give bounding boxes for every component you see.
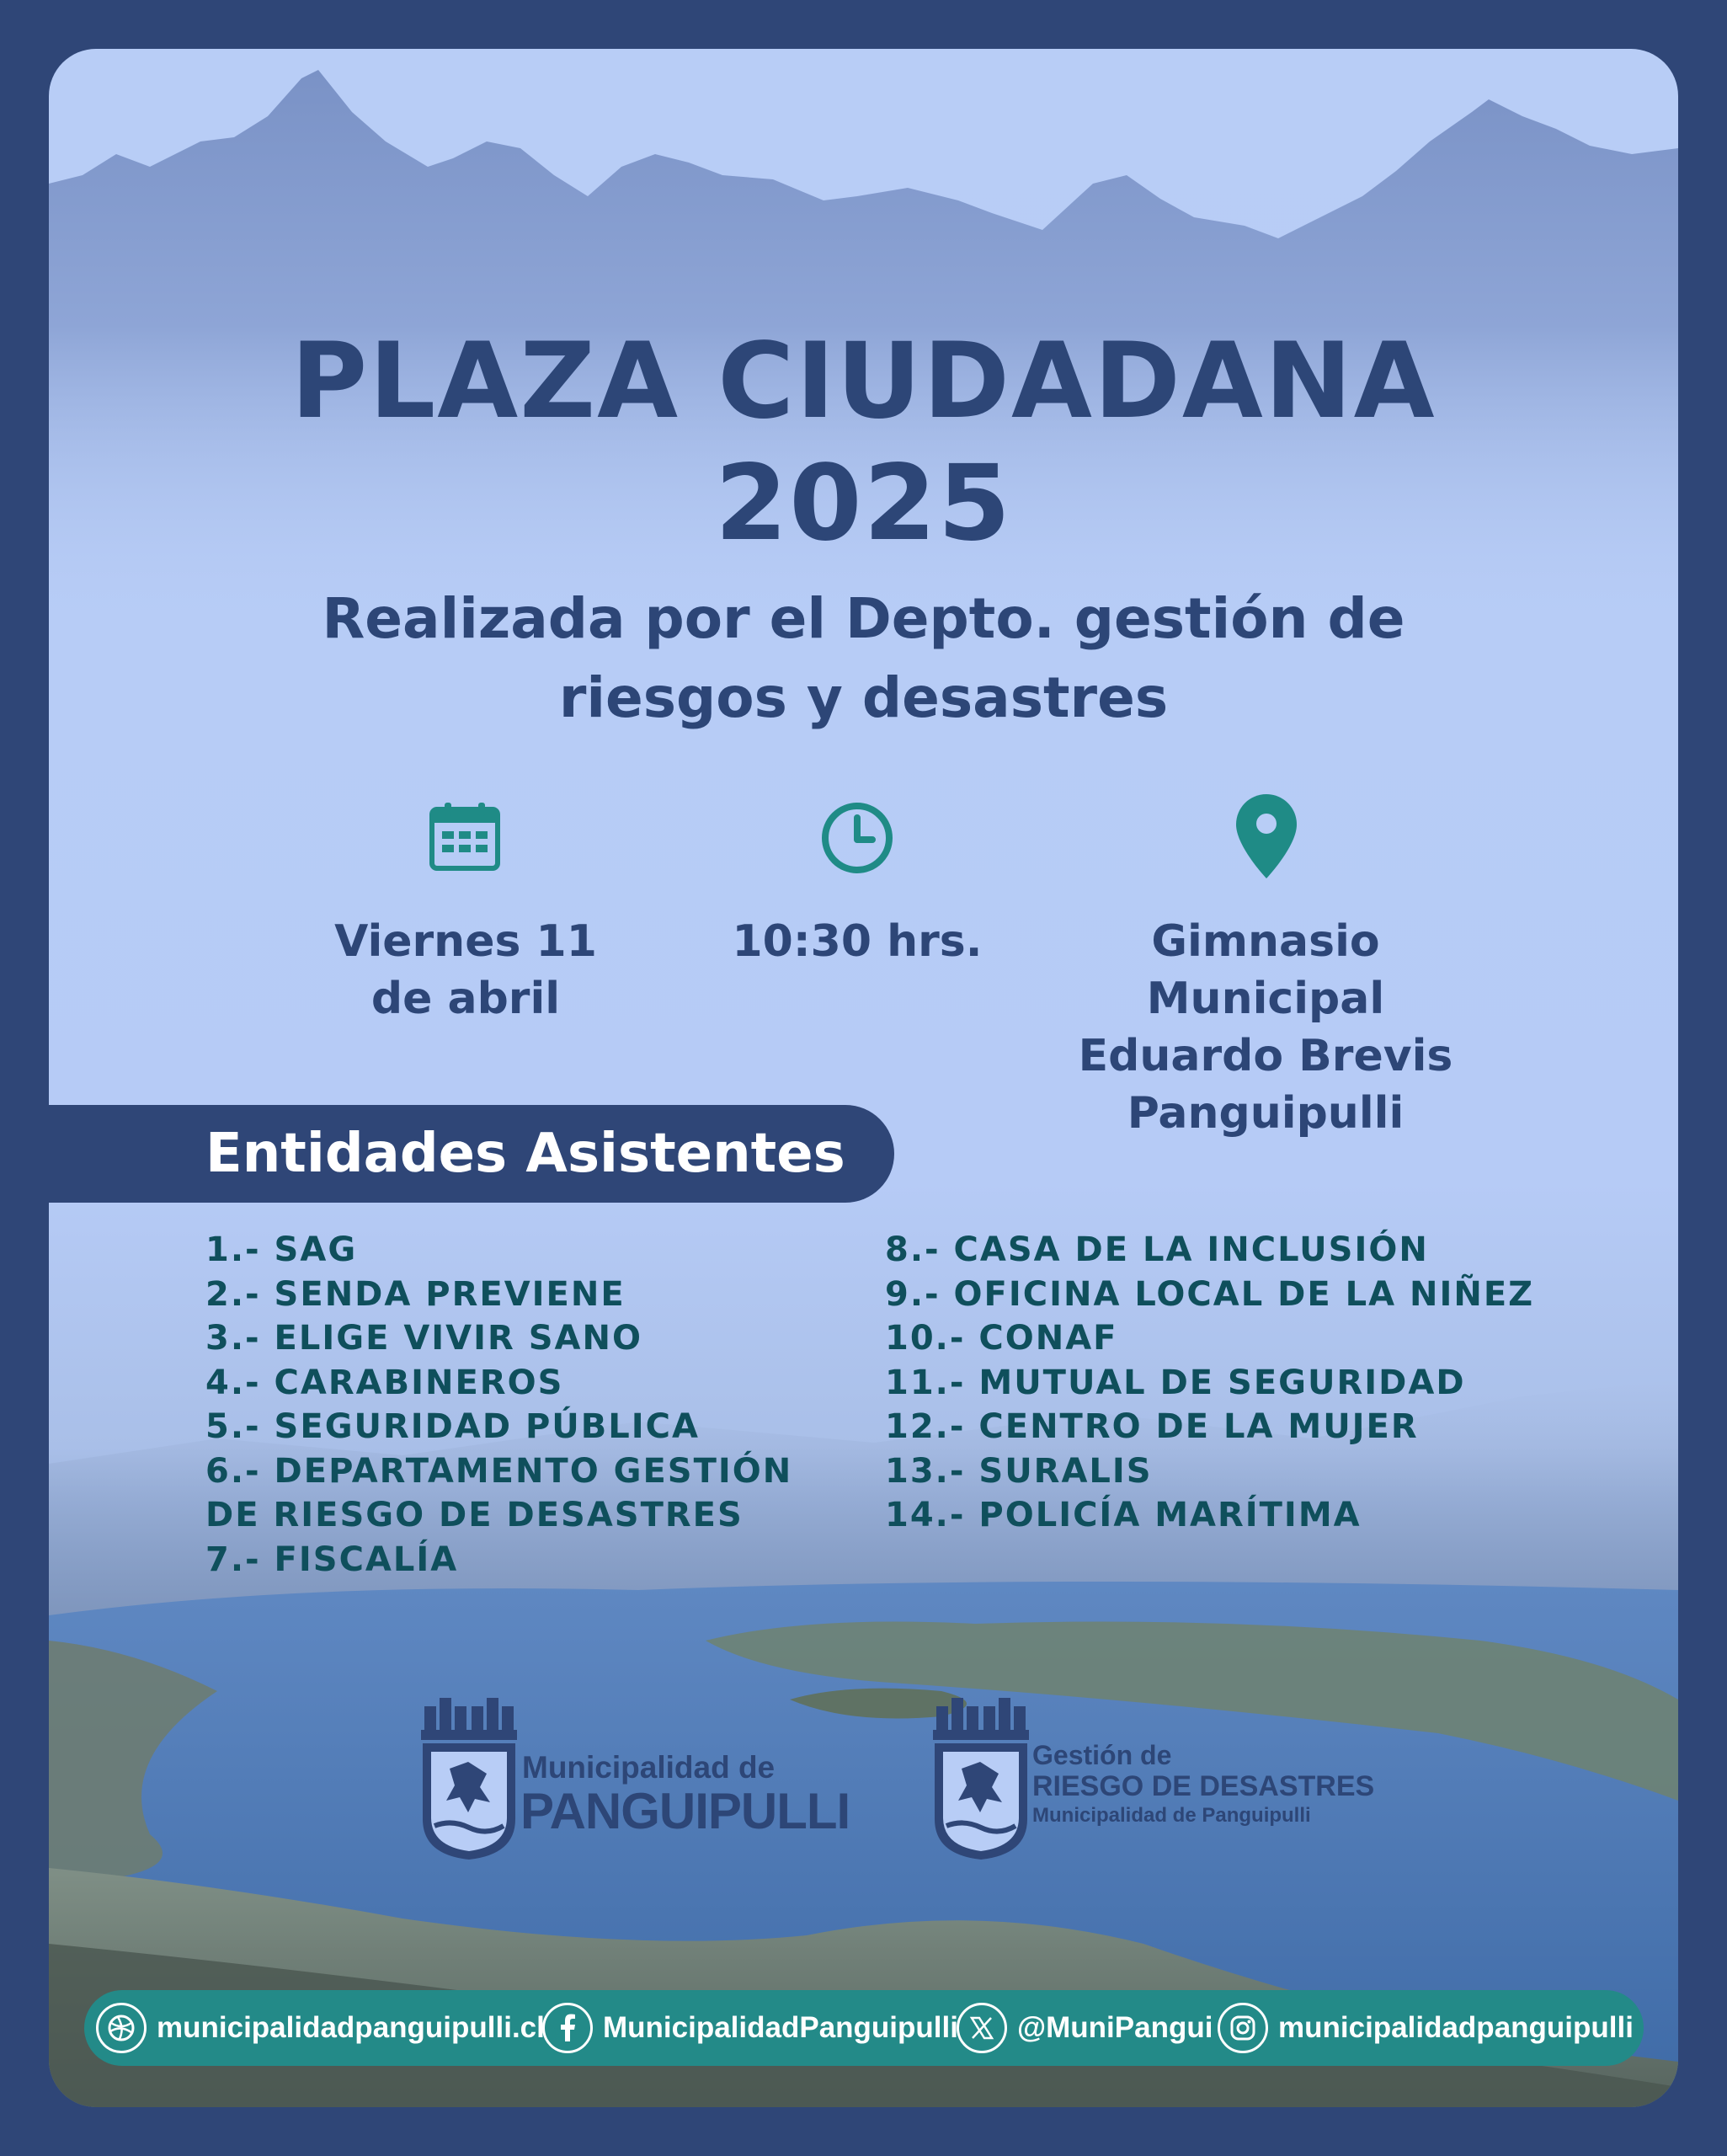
x-icon bbox=[957, 2003, 1007, 2053]
event-time: 10:30 hrs. bbox=[732, 916, 983, 967]
list-item: 13.- SURALIS bbox=[885, 1451, 1153, 1491]
subtitle bbox=[49, 579, 1678, 738]
subtitle-line-1: Realizada por el Depto. gestión de bbox=[322, 586, 1405, 651]
risk-management-crest-logo bbox=[931, 1693, 1031, 1861]
list-item: 6.- DEPARTAMENTO GESTIÓN bbox=[205, 1451, 793, 1491]
social-bar bbox=[84, 1990, 1644, 2066]
list-item: 7.- FISCALÍA bbox=[205, 1540, 459, 1579]
list-item: 11.- MUTUAL DE SEGURIDAD bbox=[885, 1363, 1466, 1402]
instagram-text: municipalidadpanguipulli bbox=[1278, 2011, 1634, 2044]
instagram-link[interactable] bbox=[1218, 1990, 1634, 2066]
clock-icon bbox=[820, 801, 894, 875]
facebook-icon bbox=[542, 2003, 593, 2053]
event-date: Viernes 11 de abril bbox=[334, 916, 597, 1024]
list-item: 10.- CONAF bbox=[885, 1319, 1118, 1358]
subtitle-line-2: riesgos y desastres bbox=[558, 665, 1169, 730]
event-place: Gimnasio Municipal Eduardo Brevis Panguipulli bbox=[1078, 916, 1453, 1139]
poster-card bbox=[49, 49, 1678, 2107]
x-link[interactable] bbox=[957, 1990, 1213, 2066]
list-item: 1.- SAG bbox=[205, 1230, 358, 1269]
list-item: 12.- CENTRO DE LA MUJER bbox=[885, 1407, 1419, 1446]
facebook-text: MunicipalidadPanguipulli bbox=[603, 2011, 958, 2044]
website-text: municipalidadpanguipulli.cl bbox=[157, 2011, 545, 2044]
entities-list-right bbox=[885, 1228, 1534, 1538]
list-item: 3.- ELIGE VIVIR SANO bbox=[205, 1319, 642, 1358]
website-link[interactable] bbox=[96, 1990, 545, 2066]
entities-banner bbox=[49, 1105, 894, 1203]
list-item: 8.- CASA DE LA INCLUSIÓN bbox=[885, 1230, 1429, 1269]
x-text: @MuniPangui bbox=[1017, 2011, 1213, 2044]
list-item: DE RIESGO DE DESASTRES bbox=[205, 1496, 744, 1534]
location-pin-icon bbox=[1234, 792, 1298, 880]
list-item: 4.- CARABINEROS bbox=[205, 1363, 564, 1402]
entities-list-left bbox=[205, 1228, 792, 1582]
list-item: 5.- SEGURIDAD PÚBLICA bbox=[205, 1407, 700, 1446]
page-title-year: 2025 bbox=[714, 443, 1013, 564]
municipal-logo-line-2: PANGUIPULLI bbox=[520, 1783, 850, 1839]
calendar-icon bbox=[429, 801, 500, 872]
list-item: 9.- OFICINA LOCAL DE LA NIÑEZ bbox=[885, 1274, 1535, 1314]
risk-logo-line-2: RIESGO DE DESASTRES bbox=[1032, 1770, 1375, 1802]
entities-heading: Entidades Asistentes bbox=[205, 1123, 845, 1185]
instagram-icon bbox=[1218, 2003, 1268, 2053]
risk-logo-line-1: Gestión de bbox=[1032, 1740, 1172, 1770]
list-item: 14.- POLICÍA MARÍTIMA bbox=[885, 1496, 1362, 1534]
list-item: 2.- SENDA PREVIENE bbox=[205, 1274, 626, 1314]
municipal-logo-line-1: Municipalidad de bbox=[522, 1750, 776, 1785]
page-title-line-1: PLAZA CIUDADANA bbox=[290, 321, 1437, 442]
facebook-link[interactable] bbox=[542, 1990, 958, 2066]
globe-icon bbox=[96, 2003, 147, 2053]
municipal-crest-logo bbox=[419, 1693, 519, 1861]
risk-logo-line-3: Municipalidad de Panguipulli bbox=[1032, 1804, 1311, 1827]
